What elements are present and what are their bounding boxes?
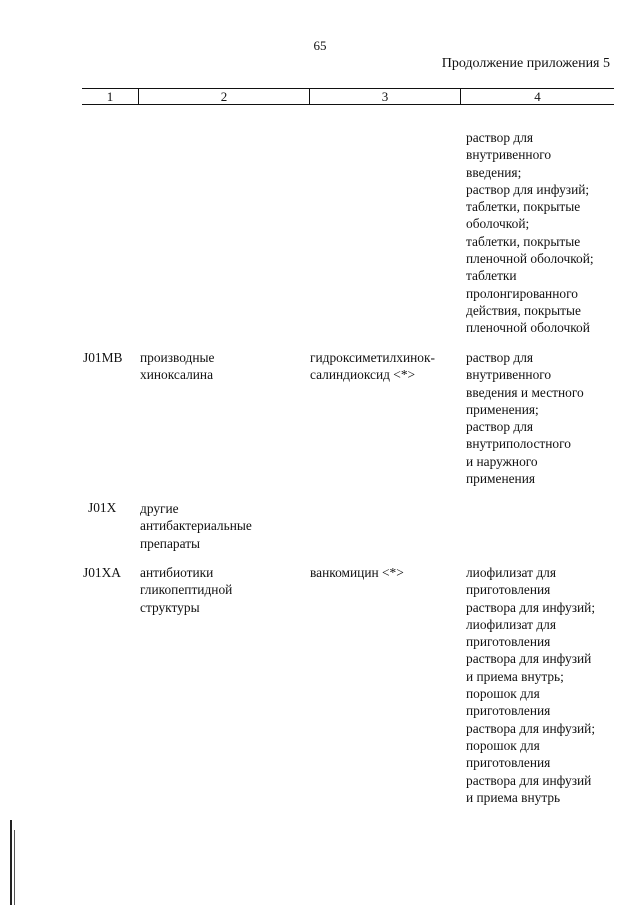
row-3-drug: ванкомицин <*>	[310, 565, 404, 580]
page-number: 65	[313, 38, 327, 53]
row-3-forms: лиофилизат для приготовления раствора для инфузий; лиофилизат для приготовления раствора для инфузий и приема внутрь; порошок для приготовления раствора для инфузий; порошок для приготовления раствора для инфузий и приема внутрь	[466, 565, 596, 805]
row-3-code: J01XA	[83, 565, 121, 580]
row-2-group: другие антибактериальные препараты	[140, 501, 252, 551]
column-header-3: 3	[381, 89, 389, 104]
row-2-code: J01X	[88, 500, 117, 515]
continuation-label: Продолжение приложения 5	[441, 56, 610, 71]
row-3-group: антибиотики гликопептидной структуры	[140, 565, 233, 615]
column-header-2: 2	[220, 89, 228, 104]
scan-edge-mark	[10, 820, 12, 905]
column-header-1: 1	[106, 89, 114, 104]
row-1-drug: гидроксиметилхинок- салиндиоксид <*>	[310, 350, 435, 383]
table-header	[82, 88, 614, 105]
column-header-4: 4	[534, 89, 541, 104]
row-0-forms: раствор для внутривенного введения; раствор для инфузий; таблетки, покрытые оболочкой; таблетки, покрытые пленочной оболочкой; таблетки пролонгированного действия, покрытые пленочной оболочкой	[466, 130, 594, 336]
row-1-code: J01MB	[83, 350, 123, 365]
row-1-group: производные хиноксалина	[140, 350, 215, 383]
row-1-forms: раствор для внутривенного введения и местного применения; раствор для внутриполостного и наружного применения	[466, 350, 584, 487]
scan-edge-mark	[14, 830, 15, 905]
